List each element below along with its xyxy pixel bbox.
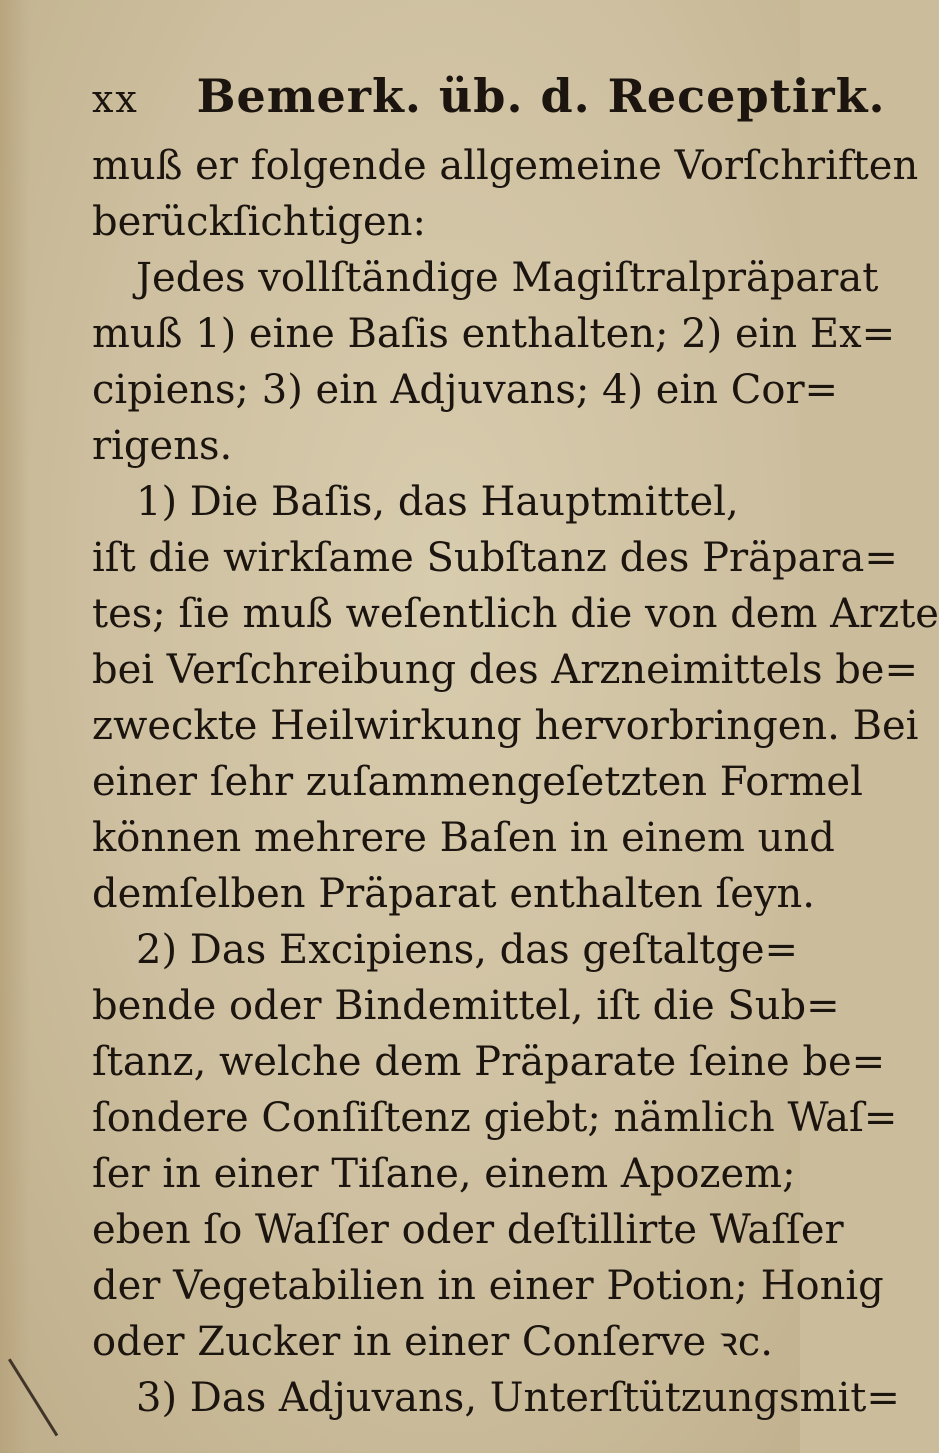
text-line: iſt die wirkſame Subſtanz des Präpara= (92, 535, 898, 581)
text-line: ſondere Conſiſtenz giebt; nämlich Waſ= (92, 1095, 898, 1141)
text-line: cipiens; 3) ein Adjuvans; 4) ein Cor= (92, 367, 839, 413)
text-line: rigens. (92, 423, 233, 469)
page-number: xx (92, 77, 139, 121)
text-line: eben ſo Waſſer oder deſtillirte Waſſer (92, 1207, 844, 1253)
text-line: muß 1) eine Baſis enthalten; 2) ein Ex= (92, 311, 896, 357)
text-line: ſer in einer Tiſane, einem Apozem; (92, 1151, 796, 1197)
running-head: Bemerk. üb. d. Receptirk. (196, 69, 886, 123)
text-line: zweckte Heilwirkung hervorbringen. Bei (92, 703, 919, 749)
text-line: 2) Das Excipiens, das geſtaltge= (136, 927, 799, 973)
text-line: ſtanz, welche dem Präparate ſeine be= (92, 1039, 886, 1085)
page-header (92, 60, 886, 132)
body-text (92, 138, 939, 1426)
text-line: 3) Das Adjuvans, Unterſtützungsmit= (136, 1375, 900, 1421)
text-line: muß er folgende allgemeine Vorſchriften (92, 143, 919, 189)
text-line: bende oder Bindemittel, iſt die Sub= (92, 983, 840, 1029)
text-line: tes; ſie muß weſentlich die von dem Arzte (92, 591, 939, 637)
text-line: berückſichtigen: (92, 199, 426, 245)
page-gutter-shadow (0, 0, 30, 1453)
text-line: Jedes vollſtändige Magiſtralpräparat (136, 255, 879, 301)
text-line: 1) Die Baſis, das Hauptmittel, (136, 479, 739, 525)
text-line: der Vegetabilien in einer Potion; Honig (92, 1263, 884, 1309)
text-line: oder Zucker in einer Conſerve ꝛc. (92, 1319, 774, 1365)
text-line: einer ſehr zuſammengeſetzten Formel (92, 759, 863, 805)
text-line: können mehrere Baſen in einem und (92, 815, 835, 861)
text-line: demſelben Präparat enthalten ſeyn. (92, 871, 816, 917)
text-line: bei Verſchreibung des Arzneimittels be= (92, 647, 918, 693)
